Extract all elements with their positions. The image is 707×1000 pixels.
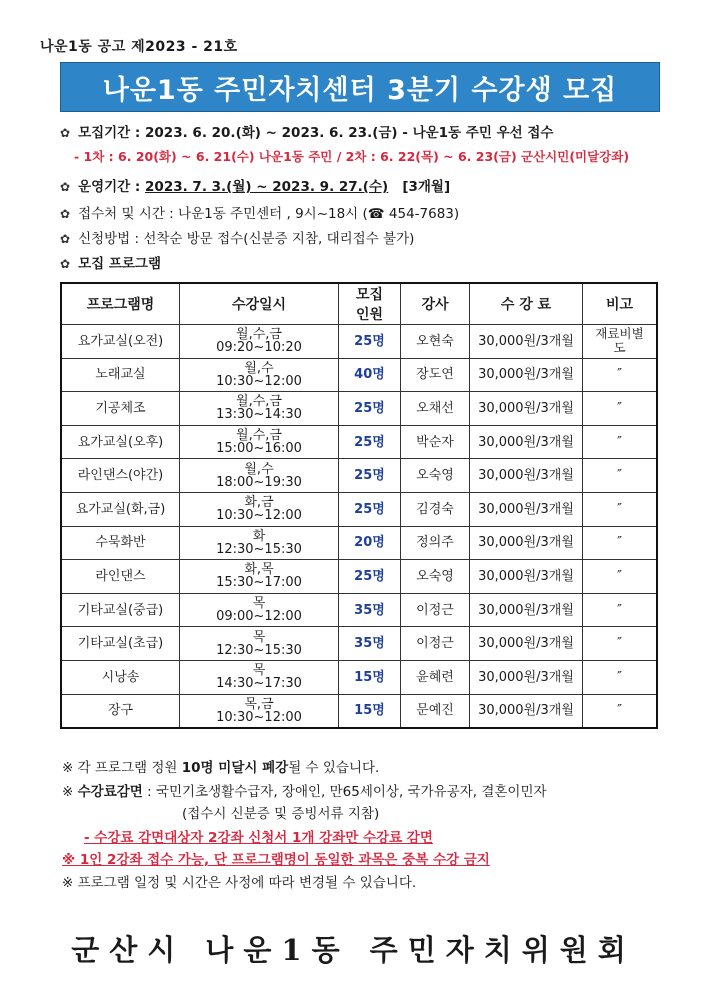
- table-row: [61, 358, 657, 392]
- schedule-cell: [180, 694, 339, 728]
- table-row: [61, 627, 657, 661]
- fee-cell: 30,000원/3개월: [470, 593, 583, 627]
- schedule-days: 화,목: [244, 562, 274, 578]
- teacher-cell: 정의주: [401, 526, 470, 560]
- fee-cell: 30,000원/3개월: [470, 392, 583, 426]
- recruit-count-cell: 25명: [339, 492, 401, 526]
- schedule-cell: [180, 425, 339, 459]
- apply-method: ✿ 신청방법 : 선착순 방문 접수(신분증 지참, 대리접수 불가): [60, 231, 415, 247]
- teacher-cell: 김경숙: [401, 492, 470, 526]
- note-duplicate: ※ 1인 2강좌 접수 가능, 단 프로그램명이 동일한 과목은 중복 수강 금지: [62, 852, 490, 868]
- schedule-cell: [180, 325, 339, 359]
- header-note: 비고: [583, 283, 658, 325]
- schedule-cell: [180, 560, 339, 594]
- note-cell: ″: [583, 392, 658, 426]
- schedule-days: 목: [252, 663, 266, 679]
- recruit-count-cell: 15명: [339, 660, 401, 694]
- fee-cell: 30,000원/3개월: [470, 425, 583, 459]
- schedule-time: 12:30~15:30: [216, 541, 302, 557]
- program-name-cell: 요가교실(화,금): [61, 492, 180, 526]
- schedule-days: 월,수: [244, 461, 274, 477]
- note-cell: ″: [583, 627, 658, 661]
- teacher-cell: 이정근: [401, 627, 470, 661]
- teacher-cell: 오채선: [401, 392, 470, 426]
- table-row: [61, 560, 657, 594]
- fee-cell: 30,000원/3개월: [470, 358, 583, 392]
- notice-number: 나운1동 공고 제2023 - 21호: [40, 39, 238, 55]
- fee-cell: 30,000원/3개월: [470, 325, 583, 359]
- fee-cell: 30,000원/3개월: [470, 560, 583, 594]
- fee-cell: 30,000원/3개월: [470, 660, 583, 694]
- header-recruit: 모집 인원: [339, 283, 401, 325]
- fee-cell: 30,000원/3개월: [470, 459, 583, 493]
- schedule-days: 화: [252, 528, 266, 544]
- schedule-days: 월,수,금: [236, 394, 282, 410]
- teacher-cell: 오현숙: [401, 325, 470, 359]
- program-name-cell: 라인댄스: [61, 560, 180, 594]
- note-cell: ″: [583, 593, 658, 627]
- schedule-time: 14:30~17:30: [216, 676, 302, 692]
- schedule-days: 목,금: [244, 696, 274, 712]
- flower-bullet-icon: ✿: [60, 232, 71, 246]
- note-cell: 재료비별도: [583, 325, 658, 359]
- header-fee: 수 강 료: [470, 283, 583, 325]
- programs-heading: ✿ 모집 프로그램: [60, 256, 162, 272]
- header-program: 프로그램명: [61, 283, 180, 325]
- schedule-cell: [180, 392, 339, 426]
- flower-bullet-icon: ✿: [60, 126, 71, 140]
- note-cell: ″: [583, 459, 658, 493]
- table-row: [61, 660, 657, 694]
- schedule-cell: [180, 459, 339, 493]
- schedule-cell: [180, 593, 339, 627]
- program-name-cell: 요가교실(오후): [61, 425, 180, 459]
- footer-committee: 군산시 나운1동 주민자치위원회: [71, 933, 636, 967]
- recruit-count-cell: 15명: [339, 694, 401, 728]
- program-name-cell: 노래교실: [61, 358, 180, 392]
- schedule-time: 18:00~19:30: [216, 474, 302, 490]
- recruit-count-cell: 35명: [339, 593, 401, 627]
- flower-bullet-icon: ✿: [60, 257, 71, 271]
- note-discount-limit: - 수강료 감면대상자 2강좌 신청서 1개 강좌만 수강료 감면: [84, 830, 433, 846]
- note-cell: ″: [583, 694, 658, 728]
- program-name-cell: 라인댄스(야간): [61, 459, 180, 493]
- schedule-time: 15:00~16:00: [216, 441, 302, 457]
- program-name-cell: 장구: [61, 694, 180, 728]
- schedule-time: 15:30~17:00: [216, 575, 302, 591]
- note-cell: ″: [583, 425, 658, 459]
- schedule-cell: [180, 660, 339, 694]
- program-name-cell: 수묵화반: [61, 526, 180, 560]
- fee-cell: 30,000원/3개월: [470, 526, 583, 560]
- table-header-row: [61, 283, 657, 325]
- recruit-period-detail: - 1차 : 6. 20(화) ~ 6. 21(수) 나운1동 주민 / 2차 : 6. 22(목) ~ 6. 23(금) 군산시민(미달강좌): [74, 149, 630, 164]
- fee-cell: 30,000원/3개월: [470, 694, 583, 728]
- program-table: [60, 282, 658, 729]
- table-row: [61, 459, 657, 493]
- schedule-days: 월,수,금: [236, 428, 282, 444]
- note-cancel: ※ 각 프로그램 정원 10명 미달시 폐강될 수 있습니다.: [62, 760, 380, 776]
- note-cell: ″: [583, 358, 658, 392]
- schedule-time: 09:20~10:20: [216, 340, 302, 356]
- recruit-count-cell: 25명: [339, 459, 401, 493]
- schedule-time: 13:30~14:30: [216, 407, 302, 423]
- program-name-cell: 기타교실(초급): [61, 627, 180, 661]
- table-row: [61, 325, 657, 359]
- reception-place: ✿ 접수처 및 시간 : 나운1동 주민센터 , 9시~18시 (☎ 454-7683): [60, 206, 460, 222]
- teacher-cell: 오숙영: [401, 560, 470, 594]
- note-cell: ″: [583, 492, 658, 526]
- schedule-time: 09:00~12:00: [216, 609, 302, 625]
- table-row: [61, 593, 657, 627]
- schedule-cell: [180, 358, 339, 392]
- program-name-cell: 기타교실(중급): [61, 593, 180, 627]
- table-row: [61, 392, 657, 426]
- recruit-count-cell: 20명: [339, 526, 401, 560]
- schedule-cell: [180, 526, 339, 560]
- recruit-count-cell: 40명: [339, 358, 401, 392]
- schedule-days: 목: [252, 629, 266, 645]
- table-row: [61, 492, 657, 526]
- schedule-cell: [180, 492, 339, 526]
- flower-bullet-icon: ✿: [60, 180, 71, 194]
- program-name-cell: 기공체조: [61, 392, 180, 426]
- schedule-time: 10:30~12:00: [216, 508, 302, 524]
- schedule-days: 목: [252, 596, 266, 612]
- run-period: ✿ 운영기간 : 2023. 7. 3.(월) ~ 2023. 9. 27.(수) [3개월]: [60, 179, 451, 195]
- schedule-cell: [180, 627, 339, 661]
- fee-cell: 30,000원/3개월: [470, 492, 583, 526]
- table-row: [61, 526, 657, 560]
- schedule-time: 10:30~12:00: [216, 373, 302, 389]
- note-schedule-change: ※ 프로그램 일정 및 시간은 사정에 따라 변경될 수 있습니다.: [62, 875, 417, 891]
- teacher-cell: 이정근: [401, 593, 470, 627]
- recruit-count-cell: 25명: [339, 392, 401, 426]
- header-teacher: 강사: [401, 283, 470, 325]
- teacher-cell: 박순자: [401, 425, 470, 459]
- teacher-cell: 문예진: [401, 694, 470, 728]
- schedule-days: 월,수,금: [236, 327, 282, 343]
- schedule-days: 화,금: [244, 495, 274, 511]
- note-cell: ″: [583, 526, 658, 560]
- note-cell: ″: [583, 560, 658, 594]
- schedule-time: 12:30~15:30: [216, 642, 302, 658]
- note-cell: ″: [583, 660, 658, 694]
- program-name-cell: 요가교실(오전): [61, 325, 180, 359]
- recruit-period: ✿ 모집기간 : 2023. 6. 20.(화) ~ 2023. 6. 23.(금) - 나운1동 주민 우선 접수: [60, 125, 554, 141]
- teacher-cell: 장도연: [401, 358, 470, 392]
- header-schedule: 수강일시: [180, 283, 339, 325]
- schedule-time: 10:30~12:00: [216, 709, 302, 725]
- schedule-days: 월,수: [244, 360, 274, 376]
- program-name-cell: 시낭송: [61, 660, 180, 694]
- teacher-cell: 윤혜련: [401, 660, 470, 694]
- flower-bullet-icon: ✿: [60, 207, 71, 221]
- recruit-count-cell: 25명: [339, 425, 401, 459]
- teacher-cell: 오숙영: [401, 459, 470, 493]
- recruit-count-cell: 25명: [339, 325, 401, 359]
- recruit-count-cell: 35명: [339, 627, 401, 661]
- table-row: [61, 694, 657, 728]
- table-row: [61, 425, 657, 459]
- note-discount-docs: (접수시 신분증 및 증빙서류 지참): [182, 806, 380, 822]
- page-title: 나운1동 주민자치센터 3분기 수강생 모집: [60, 62, 660, 112]
- note-discount: ※ 수강료감면 : 국민기초생활수급자, 장애인, 만65세이상, 국가유공자, 결혼이민자: [62, 784, 547, 800]
- recruit-count-cell: 25명: [339, 560, 401, 594]
- fee-cell: 30,000원/3개월: [470, 627, 583, 661]
